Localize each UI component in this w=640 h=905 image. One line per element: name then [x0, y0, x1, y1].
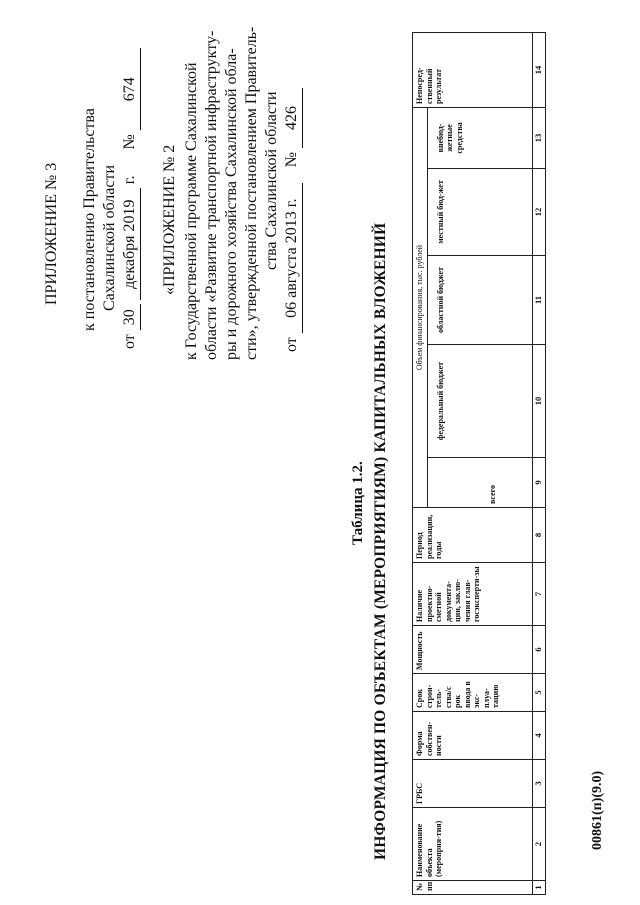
col-number: 4 — [532, 712, 545, 760]
prev-date-prefix: от — [283, 337, 300, 352]
appendix-title: ПРИЛОЖЕНИЕ № 3 — [43, 162, 60, 305]
column-numbers-row — [532, 33, 545, 895]
col-num-header: № пп — [413, 881, 533, 895]
document-code: 00861(п)(9.0) — [590, 770, 605, 850]
date-prefix: от — [121, 334, 138, 349]
decree-number: 674 — [120, 48, 141, 130]
region-line: Сахалинской области — [101, 164, 118, 311]
section-title: ИНФОРМАЦИЯ ПО ОБЪЕКТАМ (МЕРОПРИЯТИЯМ) КАПИТАЛЬНЫХ ВЛОЖЕНИЙ — [372, 222, 389, 860]
col-name-header: Наименование объекта (мероприя-тия) — [413, 808, 533, 881]
col-number: 9 — [532, 458, 545, 508]
date-day: 30 — [120, 304, 141, 330]
table-label: Таблица 1.2. — [350, 461, 366, 545]
table-header-row-1 — [413, 33, 428, 895]
decree-date-row — [120, 48, 141, 349]
col-number: 8 — [532, 508, 545, 563]
col-federal-header: федеральный бюджет — [427, 345, 532, 458]
col-period-header: Период реализации, годы — [413, 508, 533, 563]
col-number: 10 — [532, 345, 545, 458]
col-number: 7 — [532, 563, 545, 626]
prev-appendix-line5: ства Сахалинской области — [263, 91, 280, 270]
prev-number: 426 — [282, 88, 303, 148]
col-result-header: Непосред-ственный результат — [413, 33, 533, 108]
prev-appendix-date-row — [282, 88, 303, 352]
date-month-year: декабря 2019 — [120, 188, 141, 300]
col-number: 3 — [532, 760, 545, 808]
prev-date-value: 06 августа 2013 г. — [282, 183, 303, 333]
col-number: 13 — [532, 108, 545, 169]
col-number: 2 — [532, 808, 545, 881]
col-regional-header: областной бюджет — [427, 256, 532, 345]
prev-appendix-line2: области «Развитие транспортной инфраструкту- — [203, 30, 220, 360]
col-grbs-header: ГРБС — [413, 760, 533, 808]
prev-number-sign: № — [283, 151, 300, 168]
col-total-header: всего — [427, 458, 532, 508]
col-number: 11 — [532, 256, 545, 345]
prev-appendix-line4: сти», утвержденной постановлением Правитель- — [243, 26, 260, 360]
col-number: 1 — [532, 881, 545, 895]
col-number: 6 — [532, 626, 545, 674]
prev-appendix-line1: к Государственной программе Сахалинской — [183, 62, 200, 360]
col-local-header: местный бюд-жет — [427, 169, 532, 256]
col-number: 12 — [532, 169, 545, 256]
col-design-header: Наличие проектно-сметной документа-ции, заклю-чения глав-госэксперти-зы — [413, 563, 533, 626]
col-term-header: Срок строи-тель-ства/с рок ввода в экс-плуа-тацию — [413, 674, 533, 712]
date-suffix: г. — [121, 175, 138, 185]
col-number: 14 — [532, 33, 545, 108]
prev-appendix-title: «ПРИЛОЖЕНИЕ № 2 — [161, 144, 178, 295]
col-capacity-header: Мощность — [413, 626, 533, 674]
col-number: 5 — [532, 674, 545, 712]
decree-line: к постановлению Правительства — [81, 108, 98, 331]
prev-appendix-line3: ры и дорожного хозяйства Сахалинской обла- — [223, 48, 240, 360]
number-sign: № — [121, 134, 138, 150]
col-funding-header: Объем финансирования, тыс. рублей — [413, 108, 428, 508]
col-extra-header: внебюд-жетные средства — [427, 108, 532, 169]
capital-investments-table — [412, 32, 546, 895]
col-ownership-header: Форма собствен-ности — [413, 712, 533, 760]
